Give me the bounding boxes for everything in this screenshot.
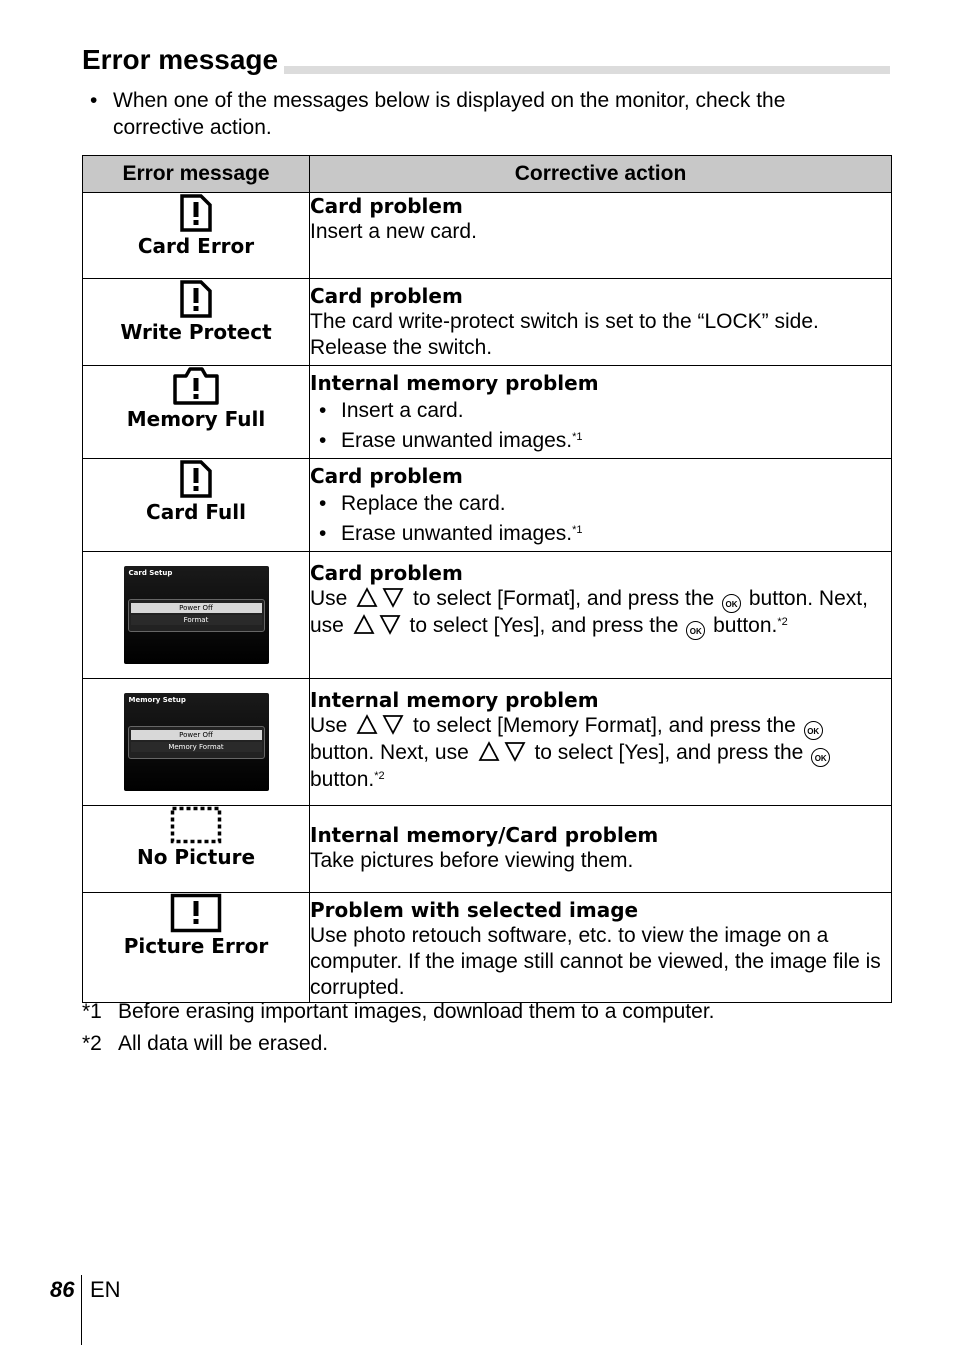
- error-label: Write Protect: [120, 320, 272, 344]
- error-cell: [83, 806, 310, 893]
- footnote-ref: *1: [572, 524, 583, 536]
- screen-menu: [128, 726, 265, 759]
- camera-warning-icon: [172, 366, 220, 406]
- action-cell: [310, 279, 892, 366]
- footnote-text: Before erasing important images, download them to a computer.: [118, 1000, 715, 1023]
- card-warning-icon: [179, 193, 213, 233]
- ok-button-icon: OK: [804, 721, 823, 740]
- screen-menu: [128, 599, 265, 632]
- error-cell: [83, 193, 310, 279]
- error-cell: [83, 552, 310, 679]
- action-text: Use to select [Memory Format], and press the OK button. Next, use to select [Yes], and press the OK button.$^{*2}$: [310, 713, 891, 793]
- ok-button-icon: OK: [686, 621, 705, 640]
- action-title: Card problem: [310, 194, 463, 218]
- screen-title: Card Setup: [128, 569, 173, 577]
- up-down-arrows-icon: [353, 613, 401, 635]
- error-cell: [83, 893, 310, 1003]
- menu-option-power-off: Power Off: [131, 603, 262, 613]
- table-row: [83, 552, 892, 679]
- memory-setup-screen: [124, 693, 269, 791]
- error-cell: [83, 279, 310, 366]
- action-title: Card problem: [310, 284, 463, 308]
- action-cell: [310, 806, 892, 893]
- error-cell: [83, 679, 310, 806]
- table-row: [83, 806, 892, 893]
- card-warning-icon: [179, 459, 213, 499]
- list-item: • Replace the card.: [319, 492, 506, 515]
- action-title: Internal memory problem: [310, 371, 599, 395]
- card-setup-screen: [124, 566, 269, 664]
- error-cell: [83, 366, 310, 459]
- action-text: Take pictures before viewing them.: [310, 849, 634, 872]
- action-cell: [310, 459, 892, 552]
- footnote-mark: *2: [82, 1032, 102, 1055]
- error-label: Card Full: [146, 500, 246, 524]
- menu-option-power-off: Power Off: [131, 730, 262, 740]
- error-label: Memory Full: [126, 407, 266, 431]
- section-heading: [82, 44, 890, 76]
- menu-option-format: Format: [131, 615, 262, 625]
- intro-paragraph: [90, 87, 870, 141]
- action-cell: [310, 679, 892, 806]
- language-code: EN: [90, 1277, 121, 1302]
- footnote: [82, 997, 890, 1029]
- up-down-arrows-icon: [356, 713, 404, 735]
- header-error-message: Error message: [83, 156, 310, 193]
- action-title: Internal memory/Card problem: [310, 823, 659, 847]
- table-row: [83, 193, 892, 279]
- up-down-arrows-icon: [356, 586, 404, 608]
- table-row: [83, 459, 892, 552]
- page-number: 86: [50, 1277, 75, 1302]
- picture-warning-icon: [170, 893, 222, 933]
- ok-button-icon: OK: [811, 748, 830, 767]
- screen-title: Memory Setup: [128, 696, 186, 704]
- error-label: Card Error: [137, 234, 255, 258]
- action-text: Use to select [Format], and press the OK button. Next, use to select [Yes], and press the OK button.$^{*2}$: [310, 586, 891, 640]
- footnote: [82, 1029, 890, 1061]
- page-divider: [81, 1275, 82, 1345]
- intro-text: When one of the messages below is displayed on the monitor, check the corrective action.: [113, 89, 786, 139]
- footnote-text: All data will be erased.: [118, 1032, 329, 1055]
- footnotes: [82, 997, 890, 1061]
- ok-button-icon: OK: [722, 594, 741, 613]
- action-text: The card write-protect switch is set to the “LOCK” side. Release the switch.: [310, 310, 819, 359]
- table-row: [83, 279, 892, 366]
- bullet: •: [90, 89, 98, 112]
- action-title: Card problem: [310, 464, 463, 488]
- action-title: Card problem: [310, 561, 463, 585]
- list-item: • Insert a card.: [319, 399, 464, 422]
- action-text: Insert a new card.: [310, 220, 477, 243]
- error-message-table: [82, 155, 892, 1003]
- action-title: Problem with selected image: [310, 898, 639, 922]
- error-label: No Picture: [136, 845, 256, 869]
- up-down-arrows-icon: [478, 740, 526, 762]
- action-cell: [310, 193, 892, 279]
- dashed-frame-icon: [170, 806, 222, 844]
- table-row: [83, 366, 892, 459]
- list-item: • Erase unwanted images.$^{*1}$: [319, 429, 583, 452]
- header-corrective-action: Corrective action: [310, 156, 892, 193]
- error-label: Picture Error: [123, 934, 269, 958]
- action-cell: [310, 366, 892, 459]
- footnote-mark: *1: [82, 1000, 102, 1023]
- action-text: Use photo retouch software, etc. to view the image on a computer. If the image still cannot be viewed, the image file is corrupted.: [310, 924, 881, 999]
- card-warning-icon: [179, 279, 213, 319]
- table-header-row: [83, 156, 892, 193]
- list-item: • Erase unwanted images.$^{*1}$: [319, 522, 583, 545]
- action-cell: [310, 552, 892, 679]
- footnote-ref: *2: [777, 616, 788, 628]
- footnote-ref: *2: [374, 770, 385, 782]
- action-title: Internal memory problem: [310, 688, 599, 712]
- action-cell: [310, 893, 892, 1003]
- error-cell: [83, 459, 310, 552]
- table-row: [83, 679, 892, 806]
- table-row: [83, 893, 892, 1003]
- footnote-ref: *1: [572, 431, 583, 443]
- page-title: Error message: [82, 44, 284, 76]
- menu-option-memory-format: Memory Format: [131, 742, 262, 752]
